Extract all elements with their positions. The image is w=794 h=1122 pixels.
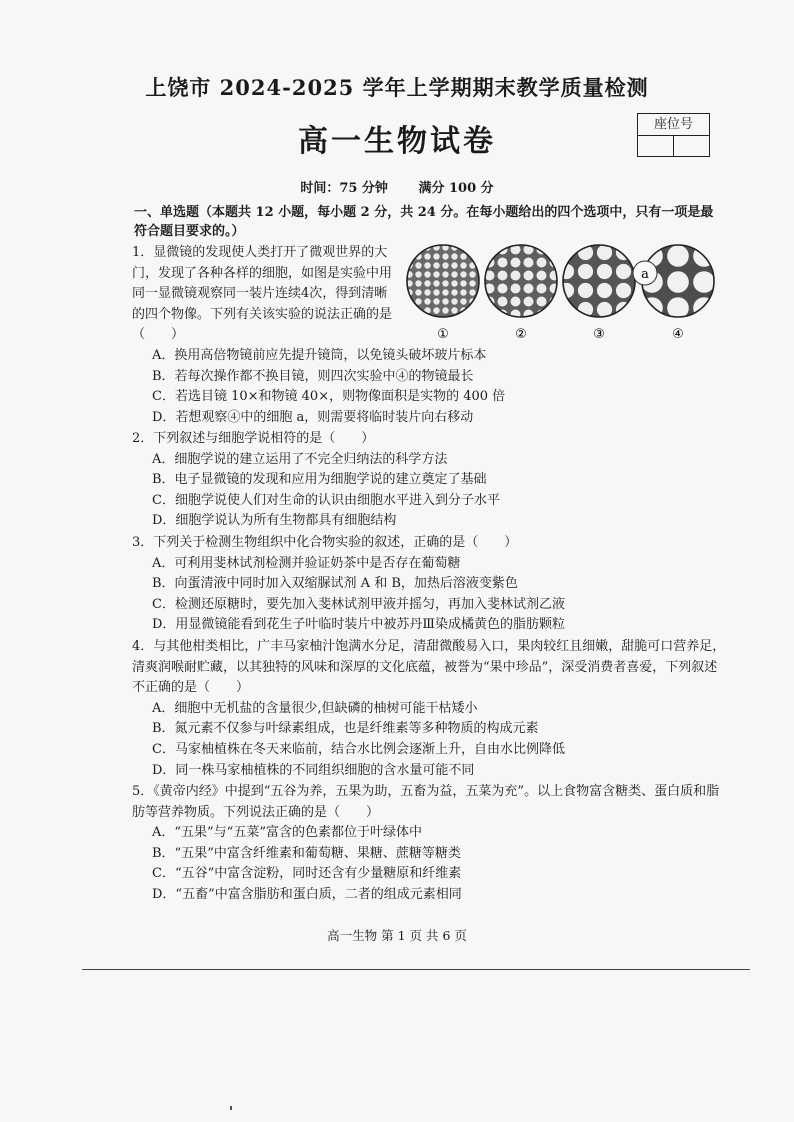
exam-score: 满分 100 分 xyxy=(418,181,494,196)
scan-speck xyxy=(230,1106,232,1110)
seat-number-label: 座位号 xyxy=(638,114,709,136)
question-1-option-d: D．若想观察④中的细胞 a，则需要将临时装片向右移动 xyxy=(152,409,474,425)
section-heading: 一、单选题（本题共 12 小题，每小题 2 分，共 24 分。在每小题给出的四个选项中，只有一项是最符合题目要求的。） xyxy=(134,205,714,239)
question-4 xyxy=(132,637,727,781)
view-4 xyxy=(633,245,714,317)
question-5 xyxy=(132,782,727,906)
question-2-option-c: C．细胞学说使人们对生命的认识由细胞水平进入到分子水平 xyxy=(152,492,500,508)
view-4-label: ④ xyxy=(672,327,684,342)
view-2 xyxy=(485,245,557,317)
microscope-figure xyxy=(405,243,720,343)
question-4-option-c: C．马家柚植株在冬天来临前，结合水比例会逐渐上升，自由水比例降低 xyxy=(152,741,565,757)
question-5-stem: 5．《黄帝内经》中提到“五谷为养，五果为助，五畜为益，五菜为充”。以上食物富含糖类、蛋白质和脂肪等营养物质。下列说法正确的是（ ） xyxy=(132,784,720,820)
question-5-option-d: D．“五畜”中富含脂肪和蛋白质，二者的组成元素相同 xyxy=(152,886,462,902)
question-4-option-b: B．氮元素不仅参与叶绿素组成，也是纤维素等多种物质的构成元素 xyxy=(152,721,539,737)
cell-a-marker: a xyxy=(641,267,649,282)
question-3-option-b: B．向蛋清液中同时加入双缩脲试剂 A 和 B，加热后溶液变紫色 xyxy=(152,576,518,592)
question-1-stem: 1．显微镜的发现使人类打开了微观世界的大门，发现了各种各样的细胞，如图是实验中用同一显微镜观察同一装片连续4次，得到清晰的四个物像。下列有关该实验的说法正确的是（ ） xyxy=(132,245,393,343)
question-3-option-d: D．用显微镜能看到花生子叶临时装片中被苏丹Ⅲ染成橘黄色的脂肪颗粒 xyxy=(152,617,565,633)
exam-meta xyxy=(0,177,794,196)
question-1-option-b: B．若每次操作都不换目镜，则四次实验中④的物镜最长 xyxy=(152,368,474,384)
question-2-stem: 2．下列叙述与细胞学说相符的是（ ） xyxy=(132,431,375,446)
seat-number-box xyxy=(637,113,710,157)
seat-number-cell-2 xyxy=(673,136,709,156)
question-4-option-d: D．同一株马家柚植株的不同组织细胞的含水量可能不同 xyxy=(152,762,475,778)
question-4-option-a: A．细胞中无机盐的含量很少,但缺磷的柚树可能干枯矮小 xyxy=(152,700,478,716)
question-1-option-c: C．若选目镜 10×和物镜 40×，则物像面积是实物的 400 倍 xyxy=(152,389,506,405)
question-3-stem: 3．下列关于检测生物组织中化合物实验的叙述，正确的是（ ） xyxy=(132,535,518,550)
question-1-option-a: A．换用高倍物镜前应先提升镜筒，以免镜头破坏玻片标本 xyxy=(152,347,487,363)
exam-title: 上饶市 2024-2025 学年上学期期末教学质量检测 xyxy=(145,75,649,100)
question-5-option-a: A．“五果”与“五菜”富含的色素都位于叶绿体中 xyxy=(152,825,422,841)
question-2-option-b: B．电子显微镜的发现和应用为细胞学说的建立奠定了基础 xyxy=(152,472,487,488)
question-2 xyxy=(132,429,727,532)
question-3-option-c: C．检测还原糖时，要先加入斐林试剂甲液并摇匀，再加入斐林试剂乙液 xyxy=(152,596,565,612)
question-3 xyxy=(132,533,727,636)
question-2-option-d: D．细胞学说认为所有生物都具有细胞结构 xyxy=(152,513,397,529)
view-3-label: ③ xyxy=(593,327,605,342)
view-3 xyxy=(563,245,635,317)
question-4-stem: 4．与其他柑类相比，广丰马家柚汁饱满水分足，清甜微酸易入口，果肉较红且细嫩，甜脆可口营养足，清爽润喉耐贮藏，以其独特的风味和深厚的文化底蕴，被誉为“果中珍品”，深受消费者喜爱，下列叙述不正确的是（ ） xyxy=(132,639,726,696)
question-5-option-b: B．“五果”中富含纤维素和葡萄糖、果糖、蔗糖等糖类 xyxy=(152,845,461,861)
page-footer: 高一生物 第 1 页 共 6 页 xyxy=(327,928,467,943)
seat-number-cell-1 xyxy=(638,136,673,156)
footer-divider xyxy=(82,969,750,970)
view-2-label: ② xyxy=(515,327,527,342)
subject-title: 高一生物试卷 xyxy=(298,124,496,159)
view-1-label: ① xyxy=(437,327,449,342)
question-2-option-a: A．细胞学说的建立运用了不完全归纳法的科学方法 xyxy=(152,451,448,467)
question-5-option-c: C．“五谷”中富含淀粉，同时还含有少量糖原和纤维素 xyxy=(152,866,462,882)
view-1 xyxy=(407,245,479,317)
question-3-option-a: A．可利用斐林试剂检测并验证奶茶中是否存在葡萄糖 xyxy=(152,555,461,571)
exam-time: 时间：75 分钟 xyxy=(300,181,388,196)
